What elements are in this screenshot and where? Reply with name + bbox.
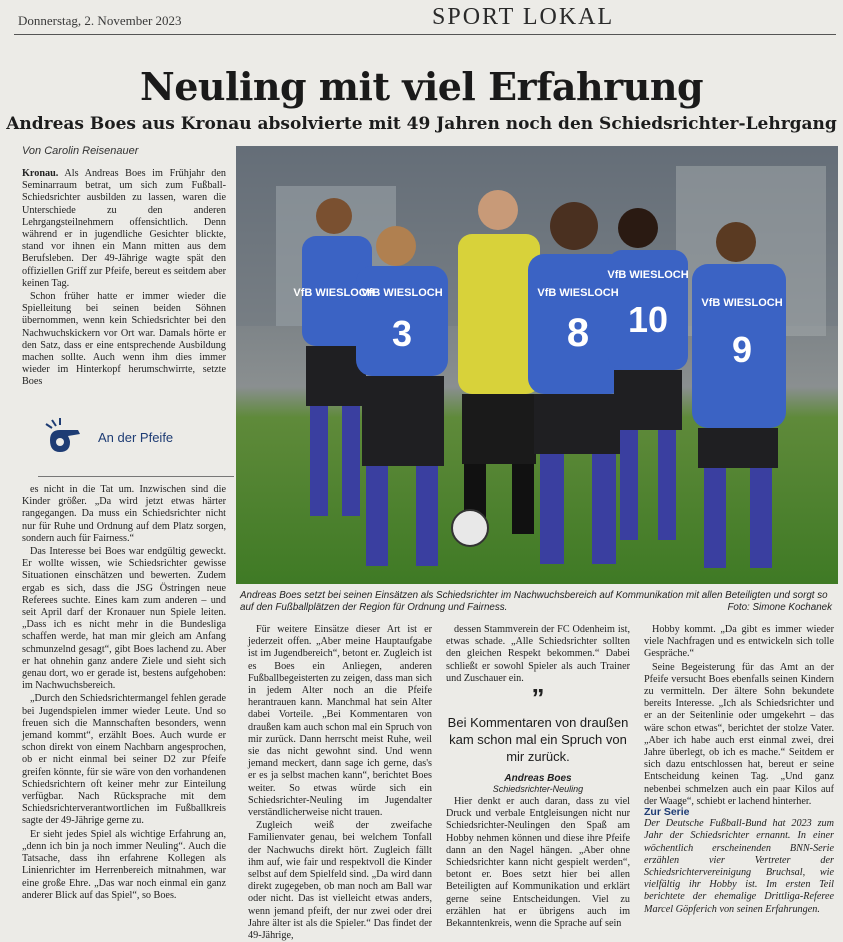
jersey-number-10: 10	[627, 299, 669, 340]
jersey-number-3: 3	[391, 313, 413, 354]
paragraph: „Durch den Schiedsrichtermangel fehlen gerade bei Jugendspielen immer wieder Leute. Und so freuen sich die Mannschaften besonders, wenn jemand kommt“, erzählt Boes. Auch wurde er schon direkt von einem Nachbarn angesprochen, ob er nicht einmal bei seiner D2 zur Pfeife greifen könnte, für sie wäre von den vorhandenen Schiedsrichtern oft keiner mehr zur Einteilung verfügbar. Nach Rücksprache mit dem Schiedsrichterverantwortlichen im Fußballkreis sagte der 49-Jährige gerne zu.	[22, 693, 226, 827]
jersey-club-label: VfB WIESLOCH	[701, 297, 783, 309]
whistle-icon	[44, 418, 88, 461]
header-rule	[14, 34, 836, 35]
issue-date: Donnerstag, 2. November 2023	[18, 13, 182, 28]
article-photo	[236, 146, 838, 584]
jersey-number-9: 9	[731, 329, 753, 370]
paragraph: dessen Stammverein der FC Odenheim ist, etwas schade. „Alle Schiedsrichter sollten den gleichen Respekt bekommen.“ Dabei schließt er sowohl Spieler als auch Trainer und Zuschauer ein.	[446, 624, 630, 684]
photo-credit: Foto: Simone Kochanek	[727, 602, 832, 613]
team-photo	[236, 146, 838, 584]
football	[452, 510, 488, 546]
paragraph: Hobby kommt. „Da gibt es immer wieder viele Nachfragen und es entwickeln sich tolle Gespräche.“	[644, 624, 834, 660]
caption-text: Andreas Boes setzt bei seinen Einsätzen als Schiedsrichter im Nachwuchsbereich auf Kommunikation mit allen Beteiligten und sorgt so auf den Fußballplätzen der Region für Ordnung und Fairness.	[240, 590, 828, 613]
jersey-club-label: VfB WIESLOCH	[537, 287, 619, 299]
rubric-label: An der Pfeife	[98, 430, 174, 445]
column-3-bottom	[446, 796, 630, 930]
pull-quote-text: Bei Kommentaren von draußen kam schon mal ein Spruch von mir zurück.	[447, 715, 629, 764]
jersey-number-8: 8	[566, 311, 590, 355]
paragraph: Hier denkt er auch daran, dass zu viel Druck und verbale Entgleisungen nicht nur Schiedsrichter-Neulingen den Spaß am Hobby nehmen können und diese ihre Pfeife dann an den Nagel hängen. „Aber ohne Schiedsrichter kann nicht gespielt werden“, betont er. Boes setzt hier bei allen Beteiligten auf Kommunikation und erklärt gerne seine Entscheidungen. Viel zu erzählen hat er übrigens auch im Bekanntenkreis, wenn die Sprache auf sein	[446, 796, 630, 930]
rubric-rule	[38, 476, 234, 477]
column-1-top	[22, 168, 226, 400]
column-4	[644, 624, 834, 807]
series-text: Der Deutsche Fußball-Bund hat 2023 zum Jahr der Schiedsrichter ernannt. In einer wöchentlich erscheinenden BNN-Serie erzählen vier Vertreter der Schiedsrichtervereinigung Bruchsal, wie vielfältig ihr Hobby ist. Im ersten Teil berichtete der ehemalige Drittliga-Referee Marcel Göpferich von seinen Erfahrungen.	[644, 818, 834, 915]
paragraph: es nicht in die Tat um. Inzwischen sind die Kinder größer. „Da wird jetzt etwas härter rangegangen. Da muss ein Schiedsrichter nicht nur für Ruhe und Ordnung auf dem Platz sorgen, sondern auch für Fairness.“	[22, 484, 226, 544]
quote-mark-icon: ”	[531, 683, 545, 713]
paragraph: Schon früher hatte er immer wieder die Spielleitung bei seinen beiden Söhnen übernommen, wenn kein Schiedsrichter bei den Nachwuchskickern vor Ort war. Damals hörte er den Satz, dass er eine entsprechende Ausbildung machen sollte. Auch wenn ihm dies immer wieder im Hinterkopf herumschwirrte, setzte Boes	[22, 291, 226, 388]
dateline: Kronau.	[22, 168, 59, 179]
column-1-bottom	[22, 484, 226, 924]
photo-caption	[240, 590, 840, 614]
pull-quote	[446, 683, 630, 794]
paragraph: Er sieht jedes Spiel als wichtige Erfahrung an, „denn ich bin ja noch immer Neuling“. Auch die Tatsache, dass ihn erfahrene Kollegen als Linienrichter im Herrenbereich mitnahmen, war eine große Ehre. „Das war noch einmal ein ganz anderer Blick auf das Spiel“, so Boes.	[22, 828, 226, 901]
series-title: Zur Serie	[644, 806, 690, 818]
paragraph: Seine Begeisterung für das Amt an der Pfeife versucht Boes ebenfalls seinen Kindern zu vermitteln. Der ältere Sohn bekundete bereits Interesse. „Ich als Schiedsrichter und er an der Seitenlinie oder umgekehrt – das wäre schon etwas“, berichtet der stolze Vater. „Aber ich habe auch erst einmal zwei, drei Jahre überlegt, ob ich es mache.“ Seitdem er sich dazu entschlossen hat, bereut er seine Entscheidung keinen Tag. „Und ganz nebenbei schmelzen auch ein paar Kilos auf der Waage“, schiebt er lachend hinterher.	[644, 661, 834, 807]
article-headline: Neuling mit viel Erfahrung	[139, 64, 704, 109]
author-byline: Von Carolin Reisenauer	[22, 145, 139, 157]
series-box	[644, 806, 834, 924]
pull-quote-role: Schiedsrichter-Neuling	[492, 784, 584, 794]
jersey-club-label: VfB WIESLOCH	[361, 287, 443, 299]
rubric-box	[38, 418, 228, 458]
jersey-club-label: VfB WIESLOCH	[293, 287, 375, 299]
column-3-top	[446, 624, 630, 684]
paragraph: Das Interesse bei Boes war endgültig geweckt. Er wollte wissen, wie Schiedsrichter gewisse Situationen einschätzen und bewerten. Zudem ergab es sich, dass die JSG Östringen neue Referees suchte. Eines kam zum anderen – und seit April darf der Kronauer nun Spiele leiten. „Dass ich es nicht mehr in die Bundesliga schaffen werde, hat man mir gleich am Anfang schmunzelnd gesagt“, gibt Boes lachend zu. Aber er hat ohnehin ganz andere Ziele und sieht sich genau dort, wo er gerade ist, bestens aufgehoben: im Nachwuchsbereich.	[22, 546, 226, 692]
paragraph: Kronau. Als Andreas Boes im Frühjahr den Seminarraum betrat, um sich zum Fußball-Schiedsrichter ausbilden zu lassen, waren die Unterschiede zu den anderen Lehrgangsteilnehmern offensichtlich. Denn während er in jugendliche Gesichter blickte, stand vor ihnen ein Mann mitten aus dem Berufsleben. Der 49-Jährige wagte spät den offiziellen Griff zur Pfeife, bereut es seitdem aber keinen Tag.	[22, 168, 226, 289]
column-2	[248, 624, 432, 942]
section-title: SPORT LOKAL	[432, 4, 615, 30]
paragraph: Für weitere Einsätze dieser Art ist er jederzeit offen. „Aber meine Hauptaufgabe ist im Jugendbereich“, betont er. Zugleich ist es Boes ein Anliegen, anderen Fußballbegeisterten zu zeigen, dass man sich in jedem Alter noch an die Pfeife herantrauen kann. Manchmal hat sein Alter dabei Vorteile. „Bei Kommentaren von draußen kam auch schon mal ein Spruch von mir zurück. Dann herrscht meist Ruhe, weil sie das nicht gewohnt sind. Und wenn jemand meckert, dann sage ich gerne, das's er es ja selbst machen kann“, berichtet Boes weiter. So etwas würde sich ein Schiedsrichter-Neuling im Jugendalter verständlicherweise nicht trauen.	[248, 624, 432, 819]
pull-quote-name: Andreas Boes	[504, 773, 572, 784]
jersey-club-label: VfB WIESLOCH	[607, 269, 689, 281]
article-subheadline: Andreas Boes aus Kronau absolvierte mit 49 Jahren noch den Schiedsrichter-Lehrgang	[6, 114, 837, 134]
paragraph: Zugleich weiß der zweifache Familienvater genau, bei welchem Tonfall der Nachwuchs direkt hört. Zugleich fällt ihm auf, wie fair und respektvoll die Kinder selbst auf dem Spielfeld sind. „Da wird dann direkt zugegeben, ob man noch am Ball war oder nicht. Das ist vielleicht etwas anders, wenn jemand pfeift, der nur zwei oder drei Jahre älter ist als die Spieler.“ Das findet der 49-Jährige,	[248, 820, 432, 942]
